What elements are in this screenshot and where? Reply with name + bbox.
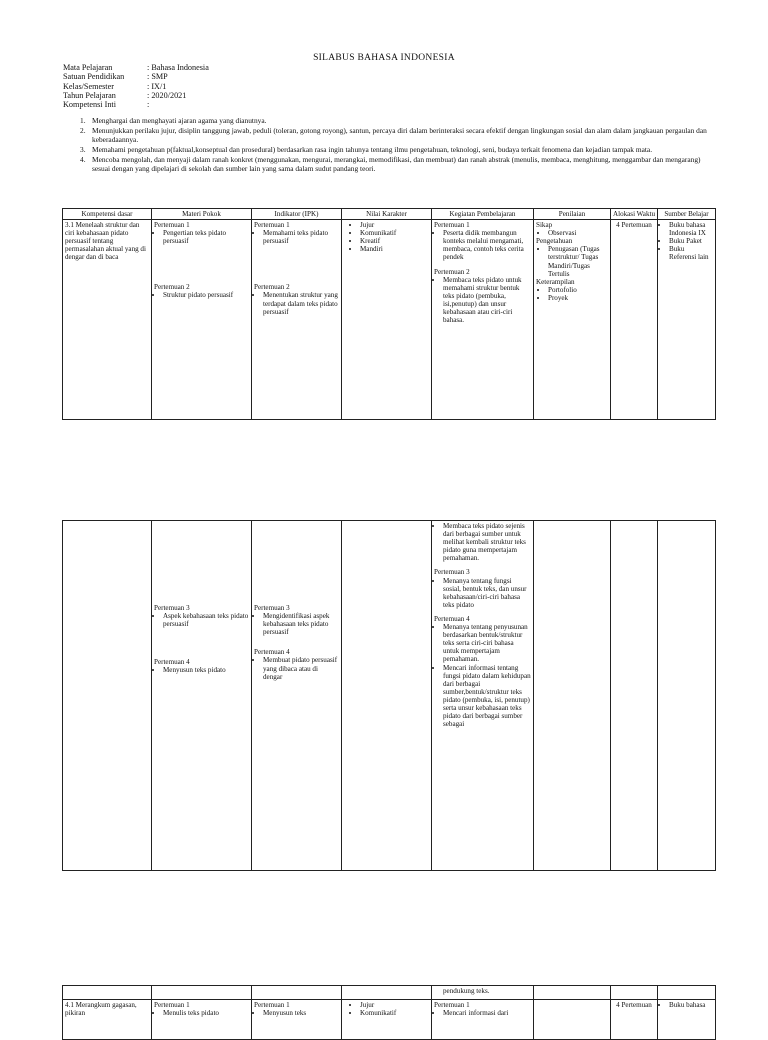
- table-row: [63, 220, 716, 420]
- ki-item: 4. Mencoba mengolah, dan menyaji dalam ranah konkret (menggunakan, mengurai, merangkai, memodifikasi, dan membuat) dan ranah abstrak (menulis, membaca, menghitung, menggambar dan mengarang) sesuai dengan yang dipelajari di sekolah dan sumber lain yang sama dalam sudut pandang teori.: [80, 155, 701, 173]
- cell-alokasi: [611, 521, 658, 871]
- cell-materi: Pertemuan 1 • Menulis teks pidato: [152, 1000, 252, 1040]
- meta-row: Kompetensi Inti :: [63, 100, 150, 110]
- syllabus-table-page-3: [62, 985, 716, 1040]
- header-kegiatan: Kegiatan Pembelajaran: [432, 209, 534, 220]
- cell-kd: 3.1 Menelaah struktur dan ciri kebahasaan pidato persuasif tentang permasalahan aktual yang di dengar dan di baca: [63, 220, 152, 420]
- cell-penilaian: [534, 521, 611, 871]
- cell-materi: Pertemuan 1 • Pengertian teks pidato persuasif Pertemuan 2 • Struktur pidato persuasif: [152, 220, 252, 420]
- cell-materi: Pertemuan 3 • Aspek kebahasaan teks pidato persuasif Pertemuan 4 • Menyusun teks pidato: [152, 521, 252, 871]
- header-nilai: Nilai Karakter: [342, 209, 432, 220]
- header-kd: Kompetensi dasar: [63, 209, 152, 220]
- cell-kd: [63, 521, 152, 871]
- meta-row: Satuan Pendidikan : SMP: [63, 72, 168, 82]
- header-sumber: Sumber Belajar: [658, 209, 716, 220]
- cell-ipk: Pertemuan 1 • Memahami teks pidato persuasif Pertemuan 2 • Menentukan struktur yang terdapat dalam teks pidato persuasif: [252, 220, 342, 420]
- header-penilaian: Penilaian: [534, 209, 611, 220]
- cell-sumber: • Buku bahasa: [658, 1000, 716, 1040]
- header-ipk: Indikator (IPK): [252, 209, 342, 220]
- cell-penilaian: [534, 1000, 611, 1040]
- cell-alokasi: 4 Pertemuan: [611, 220, 658, 420]
- cell-kegiatan-cont: pendukung teks.: [432, 986, 534, 1000]
- cell-ipk: Pertemuan 3 • Mengidentifikasi aspek kebahasaan teks pidato persuasif Pertemuan 4 • Membuat pidato persuasif yang dibaca atau di dengar: [252, 521, 342, 871]
- cell-penilaian: Sikap • Observasi Pengetahuan • Penugasan (Tugas terstruktur/ Tugas Mandiri/Tugas Tertulis Keterampilan • Portofolio • Proyek: [534, 220, 611, 420]
- cell-nilai: • Jujur • Komunikatif: [342, 1000, 432, 1040]
- table-header-row: [63, 209, 716, 220]
- table-row: [63, 986, 716, 1000]
- cell-sumber: [658, 521, 716, 871]
- cell-nilai: [342, 521, 432, 871]
- table-row: [63, 521, 716, 871]
- cell-ipk: Pertemuan 1 • Menyusun teks: [252, 1000, 342, 1040]
- cell-nilai: • Jujur • Komunikatif • Kreatif • Mandiri: [342, 220, 432, 420]
- ki-item: 1. Menghargai dan menghayati ajaran agama yang dianutnya.: [80, 116, 267, 125]
- cell-kegiatan: Pertemuan 1 • Peserta didik membangun konteks melalui mengamati, membaca, contoh teks cerita pendek Pertemuan 2 • Membaca teks pidato untuk memahami struktur bentuk teks pidato (pembuka, isi,penutup) dan unsur kebahasaan atau ciri-ciri bahasa.: [432, 220, 534, 420]
- kompetensi-inti-list: [80, 116, 720, 174]
- meta-row: Kelas/Semester : IX/1: [63, 81, 167, 91]
- meta-row: Tahun Pelajaran : 2020/2021: [63, 90, 187, 100]
- ki-item: 3. Memahami pengetahuan p(faktual,konseptual dan prosedural) berdasarkan rasa ingin tahunya tentang ilmu pengetahuan, teknologi, seni, budaya terkait fenomena dan kejadian tampak mata.: [80, 145, 653, 154]
- page-title: SILABUS BAHASA INDONESIA: [313, 53, 455, 63]
- meta-row: Mata Pelajaran : Bahasa Indonesia: [63, 63, 209, 72]
- identity-block: [63, 63, 209, 109]
- header-materi: Materi Pokok: [152, 209, 252, 220]
- cell-kegiatan: • Membaca teks pidato sejenis dari berbagai sumber untuk melihat kembali struktur teks pidato guna mempertajam pemahaman. Pertemuan 3 • Menanya tentang fungsi sosial, bentuk teks, dan unsur kebahasaan/ciri-ciri bahasa teks pidato Pertemuan 4 • Menanya tentang penyusunan berdasarkan bentuk/struktur teks serta ciri-ciri bahasa untuk mempertajam pemahaman. • Mencari informasi tentang fungsi pidato dalam kehidupan dari berbagai sumber,bentuk/struktur teks pidato (pembuka, isi, penutup) serta unsur kebahasaan teks pidato dari berbagai sumber sebagai: [432, 521, 534, 871]
- cell-sumber: • Buku bahasa Indonesia IX • Buku Paket • Buku Referensi lain: [658, 220, 716, 420]
- ki-item: 2. Menunjukkan perilaku jujur, disiplin tanggung jawab, peduli (toleran, gotong royong), santun, percaya diri dalam berinteraksi secara efektif dengan lingkungan sosial dan alam dalam jangkauan pergaulan dan keberadaannya.: [80, 126, 707, 144]
- syllabus-table-page-2: [62, 520, 716, 871]
- syllabus-table-page-1: [62, 208, 716, 420]
- cell-alokasi: 4 Pertemuan: [611, 1000, 658, 1040]
- cell-kd: 4.1 Merangkum gagasan, pikiran: [63, 1000, 152, 1040]
- cell-kegiatan: Pertemuan 1 • Mencari informasi dari: [432, 1000, 534, 1040]
- header-alokasi: Alokasi Waktu: [611, 209, 658, 220]
- table-row: [63, 1000, 716, 1040]
